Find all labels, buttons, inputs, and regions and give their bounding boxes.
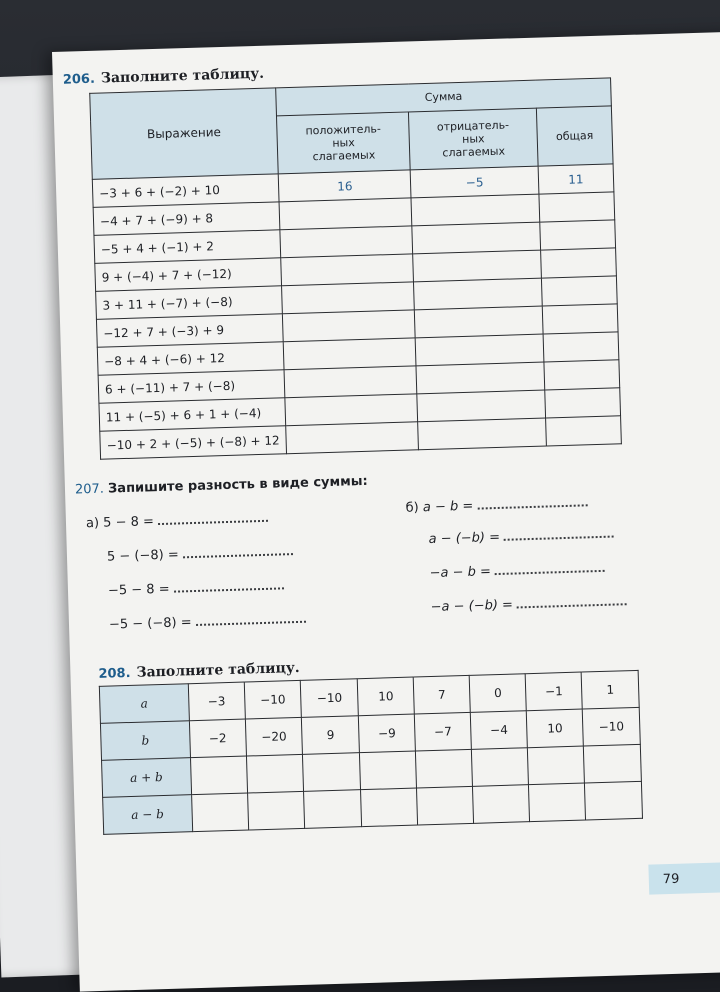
expression-cell: −5 + 4 + (−1) + 2 (94, 230, 281, 264)
expression-cell: 6 + (−11) + 7 + (−8) (98, 370, 285, 404)
total-cell[interactable] (539, 192, 615, 222)
task-207-a-3 (108, 578, 284, 598)
value-cell[interactable] (361, 788, 418, 827)
page-number: 79 (648, 860, 720, 894)
positive-cell[interactable]: 16 (278, 170, 411, 202)
answer-line[interactable] (174, 587, 284, 592)
expression-cell: −10 + 2 + (−5) + (−8) + 12 (100, 426, 287, 460)
value-cell: −3 (188, 682, 245, 721)
negative-cell[interactable] (414, 278, 542, 310)
positive-cell[interactable] (281, 254, 414, 286)
task-207-a-4 (109, 612, 306, 633)
negative-cell[interactable] (417, 390, 545, 422)
task-206-number: 206. (62, 71, 96, 88)
answer-line[interactable] (196, 621, 306, 626)
total-cell[interactable]: 11 (538, 164, 614, 194)
workbook-page (52, 31, 720, 991)
positive-cell[interactable] (285, 394, 418, 426)
negative-cell[interactable] (418, 418, 546, 450)
value-cell[interactable] (246, 754, 304, 793)
task-207-b-2 (428, 527, 614, 547)
value-cell[interactable] (191, 793, 248, 832)
answer-line[interactable] (158, 520, 268, 525)
value-cell: 0 (469, 674, 526, 713)
value-cell: 1 (581, 670, 639, 709)
row-label: a (99, 684, 189, 724)
task-208-title: Заполните таблицу. (136, 659, 300, 681)
negative-cell[interactable] (412, 222, 540, 254)
expression-cell: 11 + (−5) + 6 + 1 + (−4) (99, 398, 286, 432)
row-label: b (100, 721, 190, 761)
negative-cell[interactable] (415, 306, 543, 338)
answer-line[interactable] (477, 504, 587, 509)
task-206-title: Заполните таблицу. (100, 65, 265, 87)
value-cell[interactable] (190, 756, 247, 795)
positive-cell[interactable] (282, 282, 415, 314)
total-cell[interactable] (545, 388, 621, 418)
task-208-number: 208. (98, 665, 131, 682)
positive-cell[interactable] (280, 226, 413, 258)
task-207-a-2 (107, 544, 293, 565)
answer-line[interactable] (517, 603, 627, 608)
value-cell: −4 (470, 711, 527, 750)
header-sum: Сумма (276, 78, 612, 116)
task-207 (75, 464, 720, 653)
positive-cell[interactable] (283, 338, 416, 370)
value-cell: −10 (244, 680, 302, 719)
expression-cell: −3 + 6 + (−2) + 10 (92, 174, 279, 208)
negative-cell[interactable] (413, 250, 541, 282)
answer-line[interactable] (183, 553, 293, 558)
positive-cell[interactable] (282, 310, 415, 342)
expr-a-4: −5 − (−8) = (108, 615, 192, 633)
negative-cell[interactable] (416, 334, 544, 366)
expression-cell: −8 + 4 + (−6) + 12 (97, 342, 284, 376)
task-207-b-1 (405, 495, 587, 515)
task-207-b-3 (429, 561, 605, 581)
value-cell[interactable] (359, 751, 416, 790)
value-cell: −9 (358, 714, 415, 753)
total-cell[interactable] (544, 360, 620, 390)
value-cell: −2 (189, 719, 246, 758)
expression-cell: −4 + 7 + (−9) + 8 (93, 202, 280, 236)
answer-line[interactable] (495, 570, 605, 575)
value-cell[interactable] (585, 781, 643, 820)
positive-cell[interactable] (279, 198, 412, 230)
value-cell: 9 (302, 716, 360, 755)
expression-cell: 3 + 11 + (−7) + (−8) (96, 286, 283, 320)
value-cell[interactable] (528, 746, 585, 785)
task-207-number: 207. (74, 481, 105, 498)
total-cell[interactable] (542, 304, 618, 334)
positive-cell[interactable] (284, 366, 417, 398)
value-cell[interactable] (529, 783, 586, 822)
row-label: a + b (102, 758, 192, 798)
task-208 (98, 647, 720, 834)
expr-a-2: 5 − (−8) = (106, 547, 179, 565)
task-207-b-4 (430, 594, 627, 615)
value-cell[interactable] (247, 791, 305, 830)
header-total: общая (536, 106, 613, 166)
value-cell: −7 (414, 712, 471, 751)
part-a-label: а) (85, 515, 100, 532)
expr-b-2: a − (−b) = (428, 529, 501, 548)
expression-cell: −12 + 7 + (−3) + 9 (96, 314, 283, 348)
task-207-a-1 (86, 511, 268, 531)
value-cell[interactable] (417, 786, 474, 825)
value-cell: 10 (527, 709, 584, 748)
value-cell[interactable] (304, 790, 362, 829)
negative-cell[interactable]: −5 (411, 166, 539, 198)
value-cell: −20 (245, 717, 303, 756)
negative-cell[interactable] (416, 362, 544, 394)
value-cell: 7 (413, 675, 470, 714)
value-cell: −10 (583, 707, 641, 746)
negative-cell[interactable] (411, 194, 539, 226)
value-cell[interactable] (472, 748, 529, 787)
value-cell: 10 (357, 677, 414, 716)
total-cell[interactable] (543, 332, 619, 362)
value-cell: −10 (301, 679, 359, 718)
value-cell[interactable] (416, 749, 473, 788)
header-positive: положитель- ных слагаемых (277, 112, 411, 174)
task-207-title: Запишите разность в виде суммы: (107, 473, 368, 497)
expr-b-3: −a − b = (429, 564, 492, 582)
expr-b-1: a − b = (422, 498, 474, 516)
header-expression: Выражение (90, 88, 279, 179)
total-cell[interactable] (541, 276, 617, 306)
task-206-table (89, 77, 622, 459)
total-cell[interactable] (540, 248, 616, 278)
expr-a-1: 5 − 8 = (102, 514, 155, 531)
total-cell[interactable] (540, 220, 616, 250)
value-cell: −1 (525, 672, 582, 711)
part-b-label: б) (405, 500, 420, 516)
task-208-table (99, 670, 643, 835)
answer-line[interactable] (504, 536, 614, 541)
positive-cell[interactable] (286, 422, 419, 454)
expression-cell: 9 + (−4) + 7 + (−12) (95, 258, 282, 292)
value-cell[interactable] (584, 744, 642, 783)
expr-b-4: −a − (−b) = (430, 597, 514, 616)
total-cell[interactable] (545, 416, 621, 446)
header-negative: отрицатель- ных слагаемых (409, 108, 538, 170)
task-207-heading (75, 474, 368, 498)
expr-a-3: −5 − 8 = (107, 581, 170, 599)
value-cell[interactable] (473, 785, 530, 824)
value-cell[interactable] (303, 753, 361, 792)
row-label: a − b (103, 795, 193, 835)
